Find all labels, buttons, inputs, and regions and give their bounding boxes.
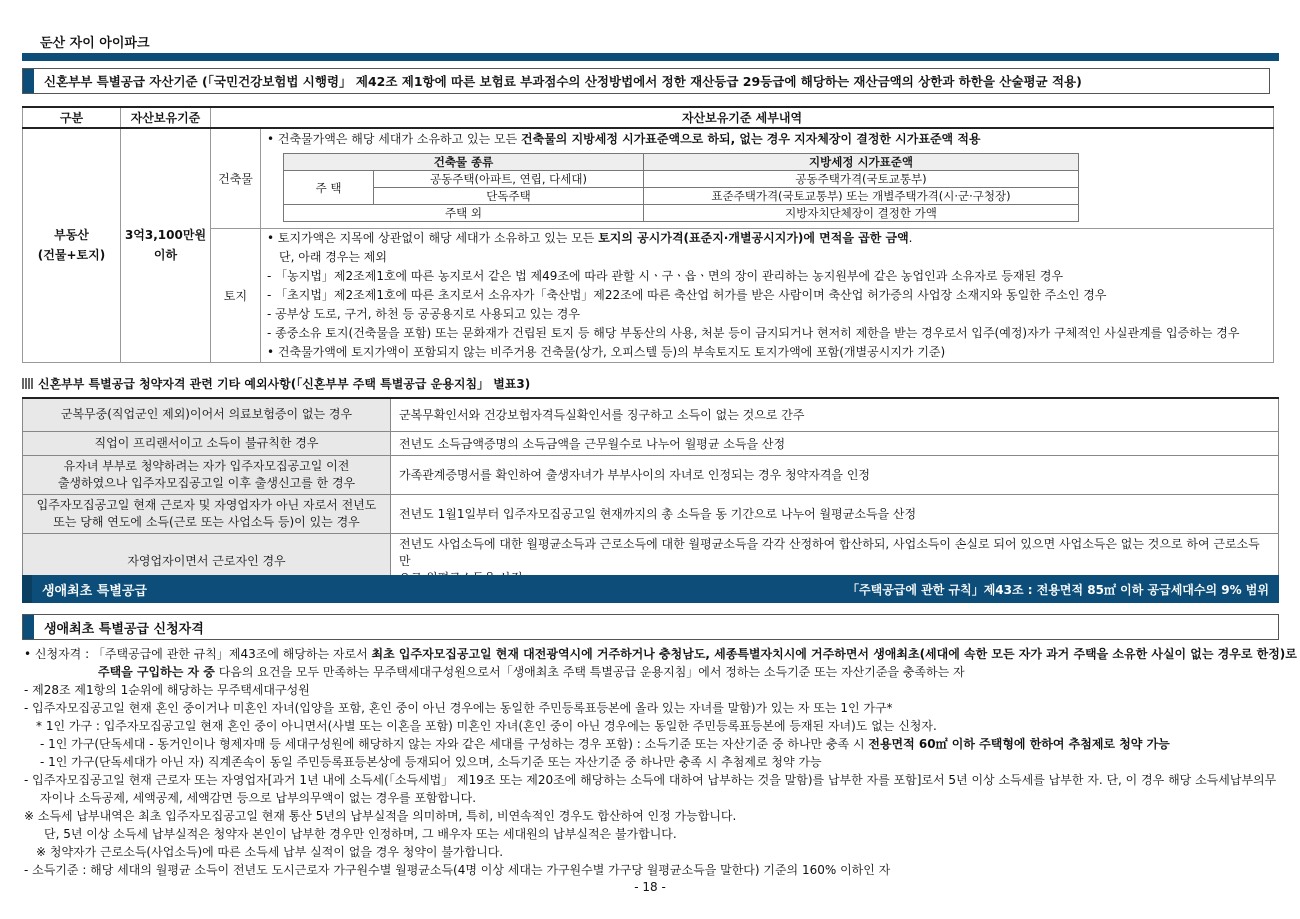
inner-header-value: 지방세정 시가표준액 — [644, 154, 1079, 171]
exception-condition: 유자녀 부부로 청약하려는 자가 입주자모집공고일 이전 출생하였으나 입주자모집공고일 이후 출생신고를 한 경우 — [23, 455, 391, 494]
building-type-table — [283, 153, 1079, 222]
body-line: * 1인 가구 : 입주자모집공고일 현재 혼인 중이 아니면서(사별 또는 이혼을 포함) 미혼인 자녀(혼인 중이 아닌 경우에는 동일한 주민등록표등본에 등재된 자녀)도 없는 신청자. — [36, 719, 937, 733]
land-line: - 공부상 도로, 구거, 하천 등 공공용지로 사용되고 있는 경우 — [267, 306, 580, 321]
inner-cell: 단독주택 — [374, 188, 644, 205]
limit-line: 3억3,100만원 — [124, 228, 207, 243]
land-label: 토지 — [211, 228, 261, 362]
col-header-limit: 자산보유기준 — [121, 107, 211, 128]
body-line: - 입주자모집공고일 현재 근로자 또는 자영업자[과거 1년 내에 소득세(「소득세법」 제19조 또는 제20조에 해당하는 소득에 대하여 납부하는 것을 말함)를 납부한 자를 포함]로서 5년 이상 소득세를 납부한 자. 단, 이 경우 해당 소득세납부의무 — [24, 773, 1277, 787]
building-label: 건축물 — [211, 128, 261, 228]
first-home-bar — [22, 575, 1279, 603]
section-marker — [23, 69, 34, 93]
exceptions-heading — [22, 375, 530, 392]
inner-header-type: 건축물 종류 — [284, 154, 644, 171]
section-marker — [23, 615, 34, 639]
exception-condition: 군복무중(직업군인 제외)이어서 의료보험증이 없는 경우 — [23, 398, 391, 431]
bullet-bold: 건축물의 지방세정 시가표준액으로 하되, 없는 경우 지자체장이 결정한 시가표준액 적용 — [521, 132, 981, 146]
category-cell — [23, 128, 121, 362]
land-bullet — [267, 229, 1267, 248]
brand-name: 둔산 자이 아이파크 — [40, 36, 150, 51]
first-home-subtitle-box — [22, 614, 1279, 640]
category-line: (건물+토지) — [37, 248, 106, 263]
bullet-bold: 토지의 공시가격(표준지·개별공시지가)에 면적을 곱한 금액 — [598, 230, 909, 245]
section-title-box — [22, 68, 1270, 94]
exception-rule: 가족관계증명서를 확인하여 출생자녀가 부부사이의 자녀로 인정되는 경우 청약자격을 인정 — [391, 455, 1279, 494]
inner-cell: 주택 외 — [284, 205, 644, 222]
housing-label: 주 택 — [284, 171, 374, 205]
bullet-text: . — [908, 230, 913, 245]
body-line: - 소득기준 : 해당 세대의 월평균 소득이 전년도 도시근로자 가구원수별 월평균소득(4명 이상 세대는 가구원수별 가구당 월평균소득을 말한다) 기준의 160% 이하인 자 — [24, 863, 891, 877]
col-header-category: 구분 — [23, 107, 121, 128]
land-line: - 「초지법」제2조제1호에 따른 초지로서 소유자가「축산법」제22조에 따른 축산업 허가를 받은 사람이며 축산업 허가증의 사업장 소재지와 동일한 주소인 경우 — [267, 287, 1107, 302]
first-home-bar-rule: 「주택공급에 관한 규칙」제43조 : 전용면적 85㎡ 이하 공급세대수의 9% 범위 — [847, 582, 1269, 597]
exception-condition: 직업이 프리랜서이고 소득이 불규칙한 경우 — [23, 431, 391, 455]
first-home-body — [24, 645, 1297, 879]
first-home-bar-title: 생애최초 특별공급 — [42, 583, 147, 599]
header-bar — [22, 53, 1279, 61]
body-line: ※ 소득세 납부내역은 최초 입주자모집공고일 현재 통산 5년의 납부실적을 의미하며, 특히, 비연속적인 경우도 합산하여 인정 가능합니다. — [24, 809, 737, 823]
land-line: 단, 아래 경우는 제외 — [279, 249, 387, 264]
first-home-subtitle: 생애최초 특별공급 신청자격 — [44, 621, 204, 637]
exception-condition: 자영업자이면서 근로자인 경우 — [23, 533, 391, 590]
limit-cell — [121, 128, 211, 362]
body-line — [24, 735, 1280, 753]
exception-condition: 입주자모집공고일 현재 근로자 및 자영업자가 아닌 자로서 전년도 또는 당해 연도에 소득(근로 또는 사업소득 등)이 있는 경우 — [23, 494, 391, 533]
line-text: 다음의 요건을 모두 만족하는 무주택세대구성원으로서「생애최초 주택 특별공급 운용지침」에서 정하는 소득기준 또는 자산기준을 충족하는 자 — [214, 665, 965, 679]
building-bullet — [267, 130, 1267, 149]
land-line: • 건축물가액에 토지가액이 포함되지 않는 비주거용 건축물(상가, 오피스텔 등)의 부속토지도 토지가액에 포함(개별공시지가 기준) — [267, 344, 946, 359]
body-line: - 입주자모집공고일 현재 혼인 중이거나 미혼인 자녀(입양을 포함, 혼인 중이 아닌 경우에는 동일한 주민등록표등본에 올라 있는 자녀를 말함)가 있는 자 또는 1인 가구* — [24, 701, 893, 715]
line-bold: 전용면적 60㎡ 이하 주택형에 한하여 추첨제로 청약 가능 — [868, 737, 1170, 751]
body-line: - 1인 가구(단독세대가 아닌 자) 직계존속이 동일 주민등록표등본상에 등재되어 있으며, 소득기준 또는 자산기준 중 하나만 충족 시 추첨제로 청약 가능 — [40, 755, 822, 769]
line-bold: 주택을 구입하는 자 중 — [98, 665, 215, 679]
body-line — [24, 645, 1297, 663]
square-bullet-icon — [22, 378, 34, 389]
land-line: - 「농지법」제2조제1호에 따른 농지로서 같은 법 제49조에 따라 관할 시ㆍ구ㆍ읍ㆍ면의 장이 관리하는 농지원부에 같은 농업인과 소유자로 등재된 경우 — [267, 268, 1064, 283]
bar-marker — [22, 575, 32, 603]
exception-rule: 군복무확인서와 건강보험자격득실확인서를 징구하고 소득이 없는 것으로 간주 — [391, 398, 1279, 431]
building-detail — [261, 128, 1274, 228]
col-header-detail: 자산보유기준 세부내역 — [211, 107, 1274, 128]
page-number: - 18 - — [634, 880, 666, 894]
body-line: ※ 청약자가 근로소득(사업소득)에 따른 소득세 납부 실적이 없을 경우 청약이 불가합니다. — [36, 845, 504, 859]
land-detail — [261, 228, 1274, 362]
limit-line: 이하 — [153, 248, 178, 263]
category-line: 부동산 — [54, 228, 89, 243]
exception-rule: 전년도 사업소득에 대한 월평균소득과 근로소득에 대한 월평균소득을 각각 산정하여 합산하되, 사업소득이 손실로 되어 있으면 사업소득은 없는 것으로 하여 근로소득만 — [391, 533, 1279, 590]
exception-rule: 전년도 1월1일부터 입주자모집공고일 현재까지의 총 소득을 동 기간으로 나누어 월평균소득을 산정 — [391, 494, 1279, 533]
exceptions-title: 신혼부부 특별공급 청약자격 관련 기타 예외사항(「신혼부부 주택 특별공급 운용지침」 별표3) — [38, 377, 531, 391]
inner-cell: 공동주택(아파트, 연립, 다세대) — [374, 171, 644, 188]
inner-cell: 공동주택가격(국토교통부) — [644, 171, 1079, 188]
body-line: 단, 5년 이상 소득세 납부실적은 청약자 본인이 납부한 경우만 인정하며, 그 배우자 또는 세대원의 납부실적은 불가합니다. — [44, 827, 677, 841]
line-text: • 신청자격 : 「주택공급에 관한 규칙」제43조에 해당하는 자로서 — [24, 647, 372, 661]
body-line: - 제28조 제1항의 1순위에 해당하는 무주택세대구성원 — [24, 683, 310, 697]
land-line: - 종중소유 토지(건축물을 포함) 또는 문화재가 건립된 토지 등 해당 부동산의 사용, 처분 등이 금지되거나 현저히 제한을 받는 경우로서 입주(예정)자가 구체적인 사실관계를 입증하는 경우 — [267, 325, 1240, 340]
asset-table — [22, 106, 1274, 363]
line-bold: 최초 입주자모집공고일 현재 대전광역시에 거주하거나 충청남도, 세종특별자치시에 거주하면서 생애최초(세대에 속한 모든 자가 과거 주택을 소유한 사실이 없는 경우로 한정)로 — [371, 647, 1297, 661]
bullet-text: • 건축물가액은 해당 세대가 소유하고 있는 모든 — [267, 132, 522, 146]
exception-rule: 전년도 소득금액증명의 소득금액을 근무월수로 나누어 월평균 소득을 산정 — [391, 431, 1279, 455]
body-line — [24, 663, 1280, 681]
section-title: 신혼부부 특별공급 자산기준 (「국민건강보험법 시행령」 제42조 제1항에 따른 보험료 부과점수의 산정방법에서 정한 재산등급 29등급에 해당하는 재산금액의 상한과 하한을 산술평균 적용) — [44, 74, 1082, 89]
exceptions-table — [22, 397, 1279, 591]
bullet-text: • 토지가액은 지목에 상관없이 해당 세대가 소유하고 있는 모든 — [267, 230, 599, 245]
body-line: 자이나 소득공제, 세액공제, 세액감면 등으로 납부의무액이 없는 경우를 포함합니다. — [40, 791, 477, 805]
line-text: - 1인 가구(단독세대 - 동거인이나 형제자매 등 세대구성원에 해당하지 않는 자와 같은 세대를 구성하는 경우 포함) : 소득기준 또는 자산기준 중 하나만 충족 시 — [40, 737, 869, 751]
inner-cell: 표준주택가격(국토교통부) 또는 개별주택가격(시·군·구청장) — [644, 188, 1079, 205]
inner-cell: 지방자치단체장이 결정한 가액 — [644, 205, 1079, 222]
